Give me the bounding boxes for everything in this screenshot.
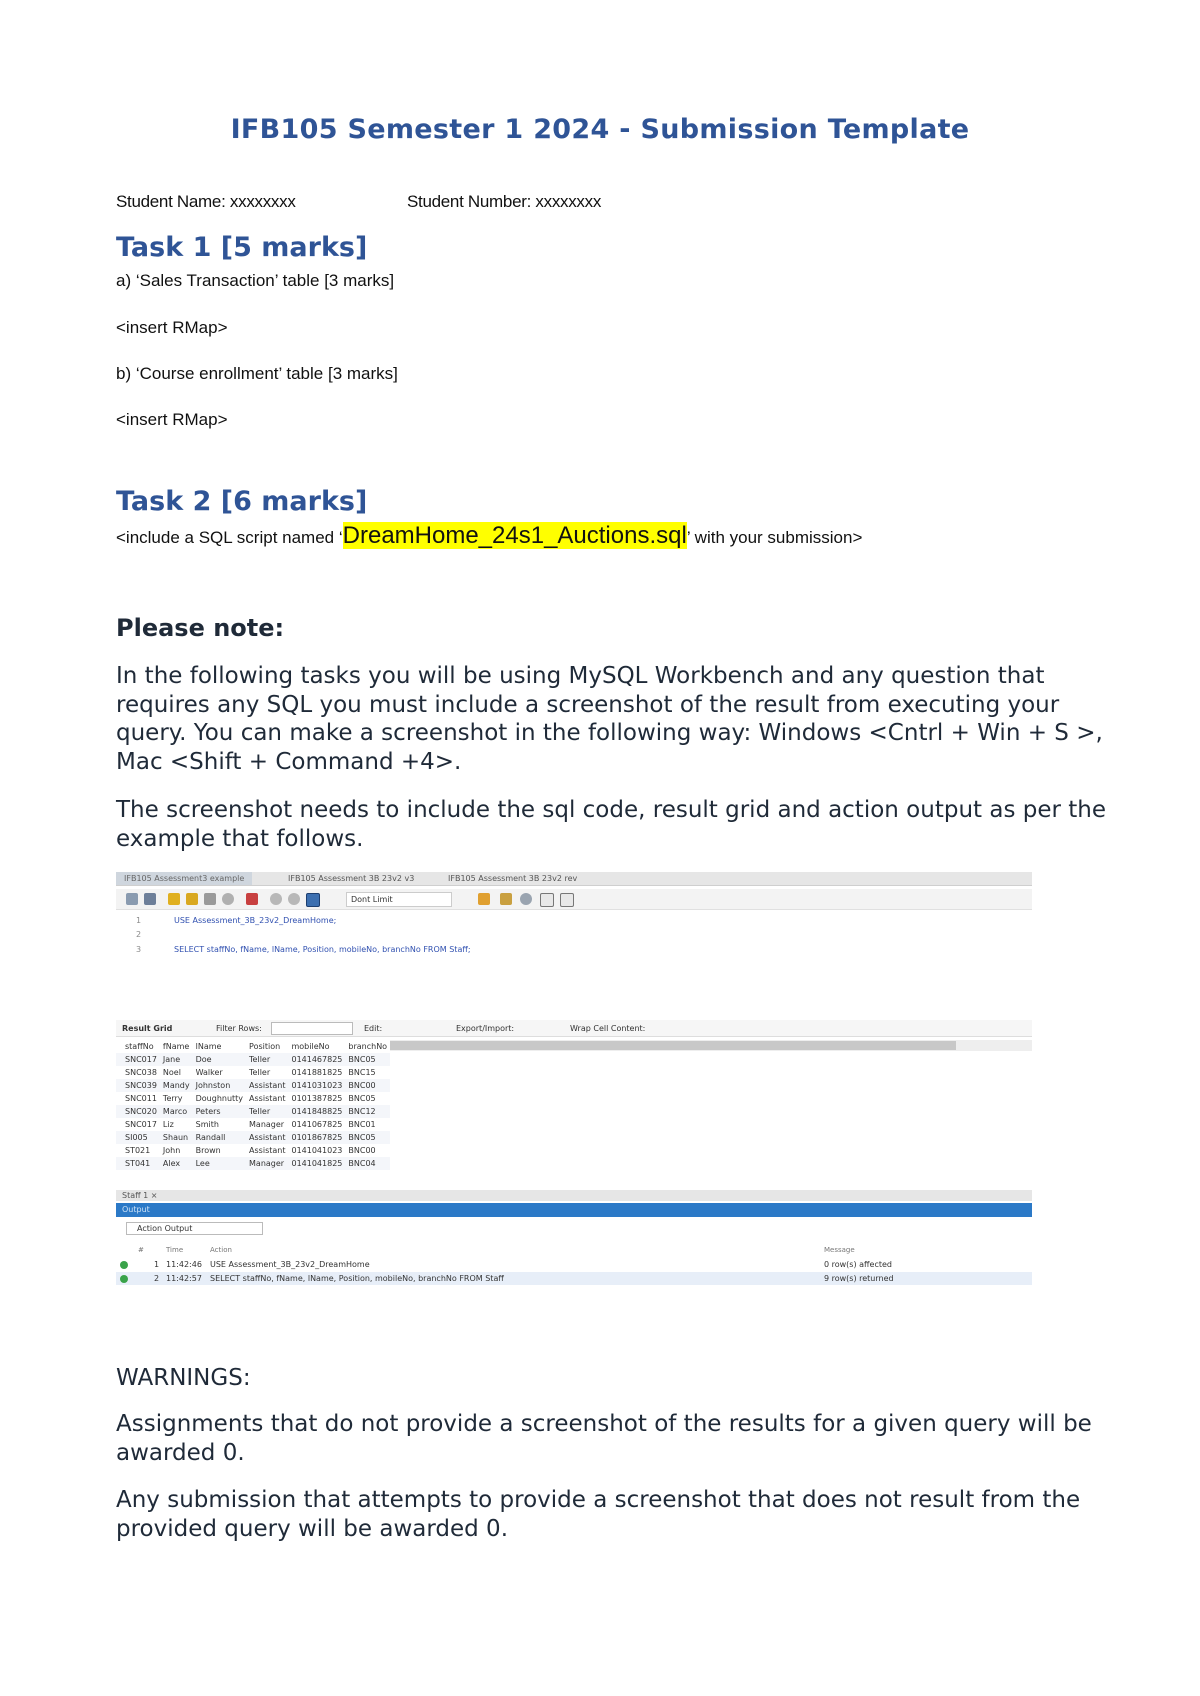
action-output-select: Action Output xyxy=(126,1222,263,1235)
output-row-time: 11:42:46 xyxy=(166,1260,202,1269)
output-header: Output xyxy=(116,1203,1032,1217)
grid-cell: Peters xyxy=(193,1105,246,1118)
limit-select: Dont Limit xyxy=(346,892,452,907)
grid-cell: Marco xyxy=(160,1105,193,1118)
grid-cell: Assistant xyxy=(249,1094,286,1103)
workbench-tab: IFB105 Assessment3 example xyxy=(116,872,252,885)
student-number: Student Number: xxxxxxxx xyxy=(407,192,602,211)
search-icon xyxy=(520,893,532,905)
grid-cell: Doe xyxy=(193,1053,246,1066)
table-row xyxy=(116,1053,390,1066)
output-row-message: 0 row(s) affected xyxy=(824,1260,893,1269)
grid-cell: ST021 xyxy=(125,1146,151,1155)
grid-cell: BNC04 xyxy=(345,1157,390,1170)
table-row xyxy=(116,1066,390,1079)
code-line: USE Assessment_3B_23v2_DreamHome; xyxy=(174,916,337,925)
workbench-tab: IFB105 Assessment 3B 23v2 rev xyxy=(448,874,578,883)
save-icon xyxy=(144,893,156,905)
success-icon xyxy=(120,1261,128,1269)
output-columns xyxy=(116,1244,1032,1256)
grid-column-header: mobileNo xyxy=(288,1040,345,1053)
table-row xyxy=(116,1157,390,1170)
output-row-action: SELECT staffNo, fName, lName, Position, mobileNo, branchNo FROM Staff xyxy=(210,1274,504,1283)
table-row xyxy=(116,1131,390,1144)
warnings-heading: WARNINGS: xyxy=(116,1365,251,1391)
grid-cell: Lee xyxy=(193,1157,246,1170)
result-grid xyxy=(116,1040,436,1170)
grid-cell: 0141067825 xyxy=(291,1120,343,1129)
table-row xyxy=(116,1118,390,1131)
output-row-num: 1 xyxy=(154,1260,160,1269)
grid-cell: Johnston xyxy=(193,1079,246,1092)
grid-column-header: lName xyxy=(193,1040,246,1053)
workbench-screenshot xyxy=(116,872,1032,1298)
grid-cell: Terry xyxy=(162,1094,183,1103)
table-row xyxy=(116,1144,390,1157)
wrap-label: Wrap Cell Content: xyxy=(570,1024,646,1033)
commit-icon xyxy=(270,893,282,905)
output-row-action: USE Assessment_3B_23v2_DreamHome xyxy=(210,1260,370,1269)
grid-cell: ST041 xyxy=(122,1157,160,1170)
grid-cell: SNC011 xyxy=(125,1094,157,1103)
grid-cell: Alex xyxy=(160,1157,193,1170)
grid-cell: 0101387825 xyxy=(291,1094,343,1103)
workbench-tab: IFB105 Assessment 3B 23v2 v3 xyxy=(288,874,415,883)
grid-cell: SNC038 xyxy=(125,1068,157,1077)
grid-cell: SNC039 xyxy=(122,1079,160,1092)
execute-line-icon xyxy=(186,893,198,905)
grid-cell: Doughnutty xyxy=(195,1094,244,1103)
output-col-num: # xyxy=(138,1246,144,1254)
grid-cell: SI005 xyxy=(122,1131,160,1144)
line-number: 2 xyxy=(136,930,142,939)
grid-cell: Mandy xyxy=(160,1079,193,1092)
grid-cell: Liz xyxy=(162,1120,174,1129)
grid-column-header: Position xyxy=(246,1040,288,1053)
grid-cell: 0141041023 xyxy=(291,1146,343,1155)
execute-icon xyxy=(168,893,180,905)
grid-cell: Assistant xyxy=(246,1079,288,1092)
grid-cell: 0141881825 xyxy=(291,1068,343,1077)
folder-icon xyxy=(126,893,138,905)
output-row-message: 9 row(s) returned xyxy=(824,1274,894,1283)
grid-cell: Manager xyxy=(246,1157,288,1170)
grid-cell: 0141041825 xyxy=(288,1157,345,1170)
output-row xyxy=(116,1258,1032,1271)
grid-cell: BNC15 xyxy=(348,1068,376,1077)
toggle-icon xyxy=(246,893,258,905)
grid-cell: BNC00 xyxy=(348,1146,376,1155)
student-name: Student Name: xxxxxxxx xyxy=(116,192,296,211)
task1-b-insert: <insert RMap> xyxy=(116,410,228,429)
result-toolbar xyxy=(116,1020,1032,1037)
invisible-chars-icon xyxy=(540,893,554,907)
warnings-paragraph-2: Any submission that attempts to provide a screenshot that does not result from the provided query will be awarded 0. xyxy=(116,1487,1081,1542)
grid-column-header: staffNo xyxy=(122,1040,160,1053)
grid-cell: SNC017 xyxy=(122,1053,160,1066)
grid-cell: SNC017 xyxy=(125,1120,157,1129)
line-number: 3 xyxy=(136,945,142,954)
grid-column-header: branchNo xyxy=(345,1040,390,1053)
output-col-action: Action xyxy=(210,1246,232,1254)
note-paragraph-1: In the following tasks you will be using MySQL Workbench and any question that requires any SQL you must include a screenshot of the result from executing your query. You can make a screenshot in the following way: Windows <Cntrl + Win + S >, Mac <Shift + Command +4>. xyxy=(116,663,1103,775)
grid-cell: Teller xyxy=(246,1105,288,1118)
grid-cell: Assistant xyxy=(249,1146,286,1155)
grid-cell: Teller xyxy=(246,1053,288,1066)
wrap-icon xyxy=(560,893,574,907)
grid-cell: BNC00 xyxy=(345,1079,390,1092)
result-tab xyxy=(116,1190,1032,1201)
output-row xyxy=(116,1272,1032,1285)
task1-a-insert: <insert RMap> xyxy=(116,318,228,337)
filter-rows-input xyxy=(271,1022,353,1035)
grid-cell: Assistant xyxy=(246,1131,288,1144)
output-col-time: Time xyxy=(166,1246,184,1254)
grid-cell: BNC05 xyxy=(345,1053,390,1066)
grid-cell: Randall xyxy=(193,1131,246,1144)
grid-cell: Walker xyxy=(195,1068,223,1077)
success-icon xyxy=(120,1275,128,1283)
result-grid-header xyxy=(116,1040,390,1053)
table-row xyxy=(116,1079,390,1092)
code-line: SELECT staffNo, fName, lName, Position, mobileNo, branchNo FROM Staff; xyxy=(174,945,471,954)
output-selector xyxy=(116,1220,1032,1236)
result-grid-label: Result Grid xyxy=(122,1024,173,1033)
grid-cell: 0141467825 xyxy=(288,1053,345,1066)
grid-cell: 0141848825 xyxy=(288,1105,345,1118)
task1-a-label: a) ‘Sales Transaction’ table [3 marks] xyxy=(116,271,395,290)
grid-cell: BNC12 xyxy=(345,1105,390,1118)
export-label: Export/Import: xyxy=(456,1024,515,1033)
grid-column-header: fName xyxy=(160,1040,193,1053)
line-number: 1 xyxy=(136,916,142,925)
explain-icon xyxy=(204,893,216,905)
filter-rows-label: Filter Rows: xyxy=(216,1024,262,1033)
output-row-num: 2 xyxy=(154,1274,160,1283)
task2-heading: Task 2 [6 marks] xyxy=(116,486,368,517)
grid-cell: Jane xyxy=(160,1053,193,1066)
task1-heading: Task 1 [5 marks] xyxy=(116,232,368,263)
note-heading: Please note: xyxy=(116,614,285,642)
warnings-paragraph-1: Assignments that do not provide a screenshot of the results for a given query will be awarded 0. xyxy=(116,1411,1092,1466)
grid-cell: BNC05 xyxy=(345,1131,390,1144)
workbench-toolbar xyxy=(116,889,1032,910)
grid-cell: Noel xyxy=(162,1068,181,1077)
note-paragraph-2: The screenshot needs to include the sql code, result grid and action output as per the example that follows. xyxy=(116,797,1106,852)
grid-cell: Shaun xyxy=(160,1131,193,1144)
grid-cell: 0141031023 xyxy=(288,1079,345,1092)
result-tab-label: Staff 1 × xyxy=(122,1191,158,1200)
stop-icon xyxy=(222,893,234,905)
task2-pre: <include a SQL script named ‘ xyxy=(116,528,343,547)
grid-cell: 0101867825 xyxy=(288,1131,345,1144)
grid-cell: BNC05 xyxy=(348,1094,376,1103)
grid-cell: John xyxy=(162,1146,181,1155)
task1-b-label: b) ‘Course enrollment’ table [3 marks] xyxy=(116,364,398,383)
task2-instruction xyxy=(116,522,862,550)
page-title: IFB105 Semester 1 2024 - Submission Template xyxy=(230,114,970,145)
grid-cell: Teller xyxy=(249,1068,271,1077)
grid-cell: Manager xyxy=(249,1120,285,1129)
grid-cell: BNC01 xyxy=(348,1120,376,1129)
task2-post: ’ with your submission> xyxy=(686,528,863,547)
autocommit-icon xyxy=(306,893,320,907)
task2-filename: DreamHome_24s1_Auctions.sql xyxy=(342,522,687,549)
edit-label: Edit: xyxy=(364,1024,383,1033)
output-row-time: 11:42:57 xyxy=(166,1274,202,1283)
table-row xyxy=(116,1105,390,1118)
grid-cell: Brown xyxy=(195,1146,221,1155)
workbench-tab-bar xyxy=(116,872,1032,886)
output-col-message: Message xyxy=(824,1246,855,1254)
bookmark-icon xyxy=(478,893,490,905)
rollback-icon xyxy=(288,893,300,905)
beautify-icon xyxy=(500,893,512,905)
table-row xyxy=(116,1092,390,1105)
grid-cell: SNC020 xyxy=(122,1105,160,1118)
grid-cell: Smith xyxy=(195,1120,219,1129)
